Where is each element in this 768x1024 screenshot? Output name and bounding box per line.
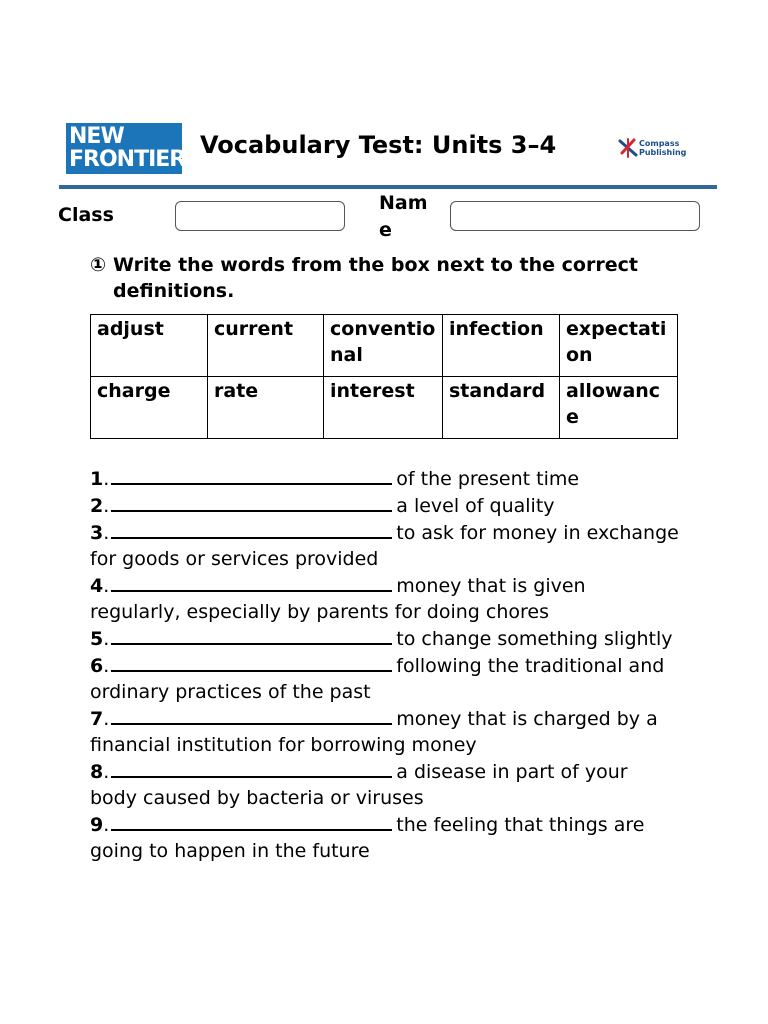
- instruction-text: Write the words from the box next to the correct definitions.: [113, 254, 638, 302]
- question-definition: money that is charged by a financial institution for borrowing money: [90, 708, 658, 756]
- question-item: 1. of the present time: [90, 465, 680, 492]
- question-item: 4. money that is given regularly, especially by parents for doing chores: [90, 572, 680, 625]
- compass-star-icon: [618, 137, 638, 159]
- answer-blank[interactable]: [111, 519, 392, 539]
- question-item: 3. to ask for money in exchange for goods or services provided: [90, 519, 680, 572]
- question-number: 8: [90, 761, 104, 783]
- page-title: Vocabulary Test: Units 3–4: [200, 131, 557, 159]
- question-definition: of the present time: [396, 468, 580, 490]
- question-item: 5. to change something slightly: [90, 625, 680, 652]
- answer-blank[interactable]: [111, 572, 392, 592]
- header-rule: [59, 185, 717, 189]
- question-number: 4: [90, 575, 104, 597]
- answer-blank[interactable]: [111, 465, 392, 485]
- question-definition: a level of quality: [396, 495, 555, 517]
- question-definition: to change something slightly: [396, 628, 673, 650]
- question-number: 6: [90, 655, 104, 677]
- word-cell: adjust: [91, 315, 208, 377]
- publisher-line-2: Publishing: [639, 148, 687, 157]
- answer-blank[interactable]: [111, 705, 392, 725]
- word-cell: current: [208, 315, 324, 377]
- word-box-row: [91, 377, 678, 439]
- word-cell: infection: [443, 315, 560, 377]
- word-cell: rate: [208, 377, 324, 439]
- question-number: 3: [90, 522, 104, 544]
- new-frontiers-logo: [66, 123, 201, 174]
- question-list: [90, 465, 680, 864]
- question-item: 7. money that is charged by a financial institution for borrowing money: [90, 705, 680, 758]
- compass-publishing-logo: [618, 137, 687, 161]
- word-box: [90, 314, 678, 439]
- question-definition: to ask for money in exchange for goods or services provided: [90, 522, 679, 570]
- question-definition: following the traditional and ordinary practices of the past: [90, 655, 665, 703]
- question-number: 2: [90, 495, 104, 517]
- answer-blank[interactable]: [111, 492, 392, 512]
- logo-line-2: FRONTIERS: [69, 147, 201, 172]
- question-definition: money that is given regularly, especially by parents for doing chores: [90, 575, 586, 623]
- instruction: [90, 252, 690, 304]
- answer-blank[interactable]: [111, 652, 392, 672]
- answer-blank[interactable]: [111, 758, 392, 778]
- word-box-row: [91, 315, 678, 377]
- logo-line-1: NEW: [69, 124, 124, 149]
- class-field[interactable]: [175, 201, 345, 231]
- instruction-number: ①: [90, 254, 107, 276]
- word-cell: expectation: [560, 315, 678, 377]
- question-item: 6. following the traditional and ordinary practices of the past: [90, 652, 680, 705]
- word-cell: standard: [443, 377, 560, 439]
- word-cell: conventional: [324, 315, 443, 377]
- question-number: 1: [90, 468, 104, 490]
- name-label: Name: [379, 192, 428, 241]
- answer-blank[interactable]: [111, 625, 392, 645]
- question-item: 2. a level of quality: [90, 492, 680, 519]
- word-cell: allowance: [560, 377, 678, 439]
- question-item: 8. a disease in part of your body caused by bacteria or viruses: [90, 758, 680, 811]
- word-cell: charge: [91, 377, 208, 439]
- question-number: 5: [90, 628, 104, 650]
- name-field[interactable]: [450, 201, 700, 231]
- question-number: 9: [90, 814, 104, 836]
- answer-blank[interactable]: [111, 811, 392, 831]
- question-number: 7: [90, 708, 104, 730]
- question-definition: the feeling that things are going to happen in the future: [90, 814, 645, 862]
- question-definition: a disease in part of your body caused by bacteria or viruses: [90, 761, 628, 809]
- class-label: Class: [58, 204, 114, 226]
- word-cell: interest: [324, 377, 443, 439]
- question-item: 9. the feeling that things are going to happen in the future: [90, 811, 680, 864]
- publisher-line-1: Compass: [639, 139, 680, 148]
